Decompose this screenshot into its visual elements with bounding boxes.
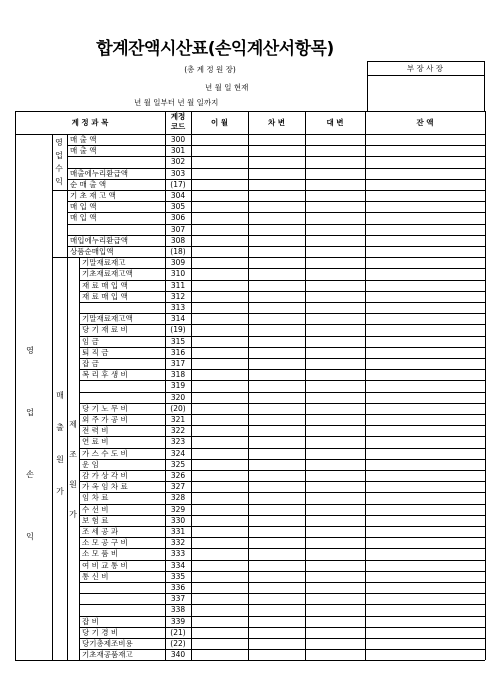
column-rule — [485, 111, 486, 660]
account-code: (20) — [170, 403, 186, 413]
account-code: 322 — [170, 426, 186, 436]
account-label: 퇴 직 금 — [82, 347, 109, 357]
row-rule — [52, 257, 67, 258]
account-code: 308 — [170, 235, 186, 245]
account-code: 313 — [170, 303, 186, 312]
account-label: 매 입 액 — [70, 202, 97, 212]
account-label: 매입에누리환급액 — [70, 235, 128, 245]
ledger-subtitle: (총 계 정 원 장) — [184, 65, 236, 74]
account-code: 333 — [170, 549, 186, 559]
account-label: 매 출 액 — [70, 146, 97, 156]
group-label-operating-revenue: 영 업 수 익 — [55, 138, 63, 186]
account-label: 임 금 — [82, 336, 99, 346]
approval-label: 부 장 사 장 — [406, 64, 444, 73]
account-code: 306 — [170, 213, 186, 223]
account-label: 전 력 비 — [82, 426, 109, 436]
account-code: 323 — [170, 437, 186, 447]
account-code: 316 — [170, 347, 186, 357]
account-label — [82, 604, 162, 615]
account-code: 327 — [170, 482, 186, 492]
account-code: 320 — [170, 392, 186, 402]
account-code: (21) — [170, 627, 186, 637]
account-code: 325 — [170, 459, 186, 469]
account-code: 335 — [170, 571, 186, 581]
account-code: 311 — [170, 280, 186, 290]
account-code: 321 — [170, 415, 186, 424]
table-top-rule — [15, 111, 485, 112]
header-credit: 대 변 — [326, 118, 344, 127]
account-label: 수 선 비 — [82, 504, 109, 514]
column-rule — [305, 111, 306, 660]
account-code: 315 — [170, 336, 186, 346]
account-label: 기말재료재고 — [82, 258, 126, 268]
header-account: 계 정 과 목 — [71, 118, 109, 127]
row-rule — [52, 190, 67, 191]
column-rule — [191, 111, 192, 660]
column-rule — [15, 111, 16, 660]
account-code: 339 — [170, 616, 186, 626]
header-code: 계정 코드 — [170, 112, 186, 131]
account-code: 319 — [170, 381, 186, 391]
account-label: 기초재공품재고 — [82, 650, 133, 660]
account-label: 재 료 매 입 액 — [82, 280, 128, 290]
account-code: 334 — [170, 560, 186, 570]
account-code: 310 — [170, 269, 186, 279]
account-label: 보 험 료 — [82, 515, 109, 525]
account-label — [70, 156, 162, 167]
account-label: 당 기 경 비 — [82, 627, 119, 637]
account-code: 326 — [170, 471, 186, 480]
account-code: 309 — [170, 258, 186, 268]
account-code: (17) — [170, 179, 186, 189]
account-label — [82, 392, 162, 403]
account-label — [82, 593, 162, 604]
account-code: 332 — [170, 538, 186, 548]
account-label — [82, 582, 162, 593]
account-label: 매 출 액 — [70, 135, 97, 144]
account-label: 당기총제조비용 — [82, 639, 133, 648]
account-label: 가 옥 임 차 료 — [82, 482, 128, 492]
account-code: (19) — [170, 325, 186, 335]
account-label: 조 세 공 과 — [82, 527, 119, 536]
account-label: 여 비 교 통 비 — [82, 560, 128, 570]
account-label: 매 입 액 — [70, 213, 97, 223]
account-label: 재 료 매 입 액 — [82, 291, 128, 301]
account-code: 329 — [170, 504, 186, 514]
account-code: 328 — [170, 493, 186, 503]
account-code: 300 — [170, 135, 186, 144]
account-code: 307 — [170, 224, 186, 234]
account-code: 317 — [170, 359, 186, 368]
account-code: 302 — [170, 157, 186, 167]
account-code: 305 — [170, 202, 186, 212]
account-label: 소 모 품 비 — [82, 549, 119, 559]
account-label: 기말재료재고액 — [82, 314, 133, 324]
header-debit: 차 변 — [267, 118, 286, 127]
account-code: (22) — [170, 639, 186, 648]
account-label: 잡 비 — [82, 616, 99, 626]
account-label: 운 임 — [82, 459, 99, 469]
as-of-date: 년 월 일 현재 — [205, 83, 249, 92]
group-rule — [67, 134, 68, 190]
account-label: 외 주 가 공 비 — [82, 415, 128, 424]
account-label: 기 초 재 고 액 — [70, 191, 116, 200]
account-code: 318 — [170, 370, 186, 380]
header-balance: 잔 액 — [416, 118, 434, 127]
group-label-cost-of-sales: 매 출 원 가 — [56, 391, 64, 496]
header-carried: 이 월 — [210, 118, 229, 127]
account-code: 331 — [170, 527, 186, 536]
account-code: 304 — [170, 191, 186, 200]
account-label: 순 매 출 액 — [70, 179, 107, 189]
account-label — [82, 380, 162, 391]
account-label: 기초재료재고액 — [82, 269, 133, 279]
account-label: 감 가 상 각 비 — [82, 471, 128, 480]
account-code: 301 — [170, 146, 186, 156]
account-code: 324 — [170, 448, 186, 458]
account-code: 303 — [170, 168, 186, 178]
account-code: 314 — [170, 314, 186, 324]
account-label: 소 모 공 구 비 — [82, 538, 128, 548]
account-label: 당 기 재 료 비 — [82, 325, 128, 335]
account-label — [82, 302, 162, 313]
group-label-operating-income: 영 업 손 익 — [26, 346, 34, 541]
account-code: 330 — [170, 515, 186, 525]
account-label: 잡 금 — [82, 359, 99, 368]
column-rule — [365, 111, 366, 660]
account-label: 상품순매입액 — [70, 247, 114, 256]
account-code: (18) — [170, 247, 186, 256]
account-code: 312 — [170, 291, 186, 301]
account-code: 336 — [170, 583, 186, 592]
account-code: 338 — [170, 605, 186, 615]
account-label: 매출에누리환급액 — [70, 168, 128, 178]
account-label: 연 료 비 — [82, 437, 109, 447]
group-label-manufacturing-cost: 제 조 원 가 — [69, 420, 77, 519]
account-label: 가 스 수 도 비 — [82, 448, 128, 458]
account-code: 340 — [170, 650, 186, 660]
period-range: 년 월 일부터 년 월 일까지 — [134, 98, 219, 107]
account-label — [70, 224, 162, 235]
account-label: 통 신 비 — [82, 571, 109, 581]
account-code: 337 — [170, 594, 186, 604]
account-label: 임 차 료 — [82, 493, 109, 503]
row-rule — [79, 660, 485, 661]
column-rule — [248, 111, 249, 660]
account-label: 당 기 노 무 비 — [82, 403, 128, 413]
page-title: 합계잔액시산표(손익계산서항목) — [96, 39, 334, 59]
account-label: 복 리 후 생 비 — [82, 370, 128, 380]
